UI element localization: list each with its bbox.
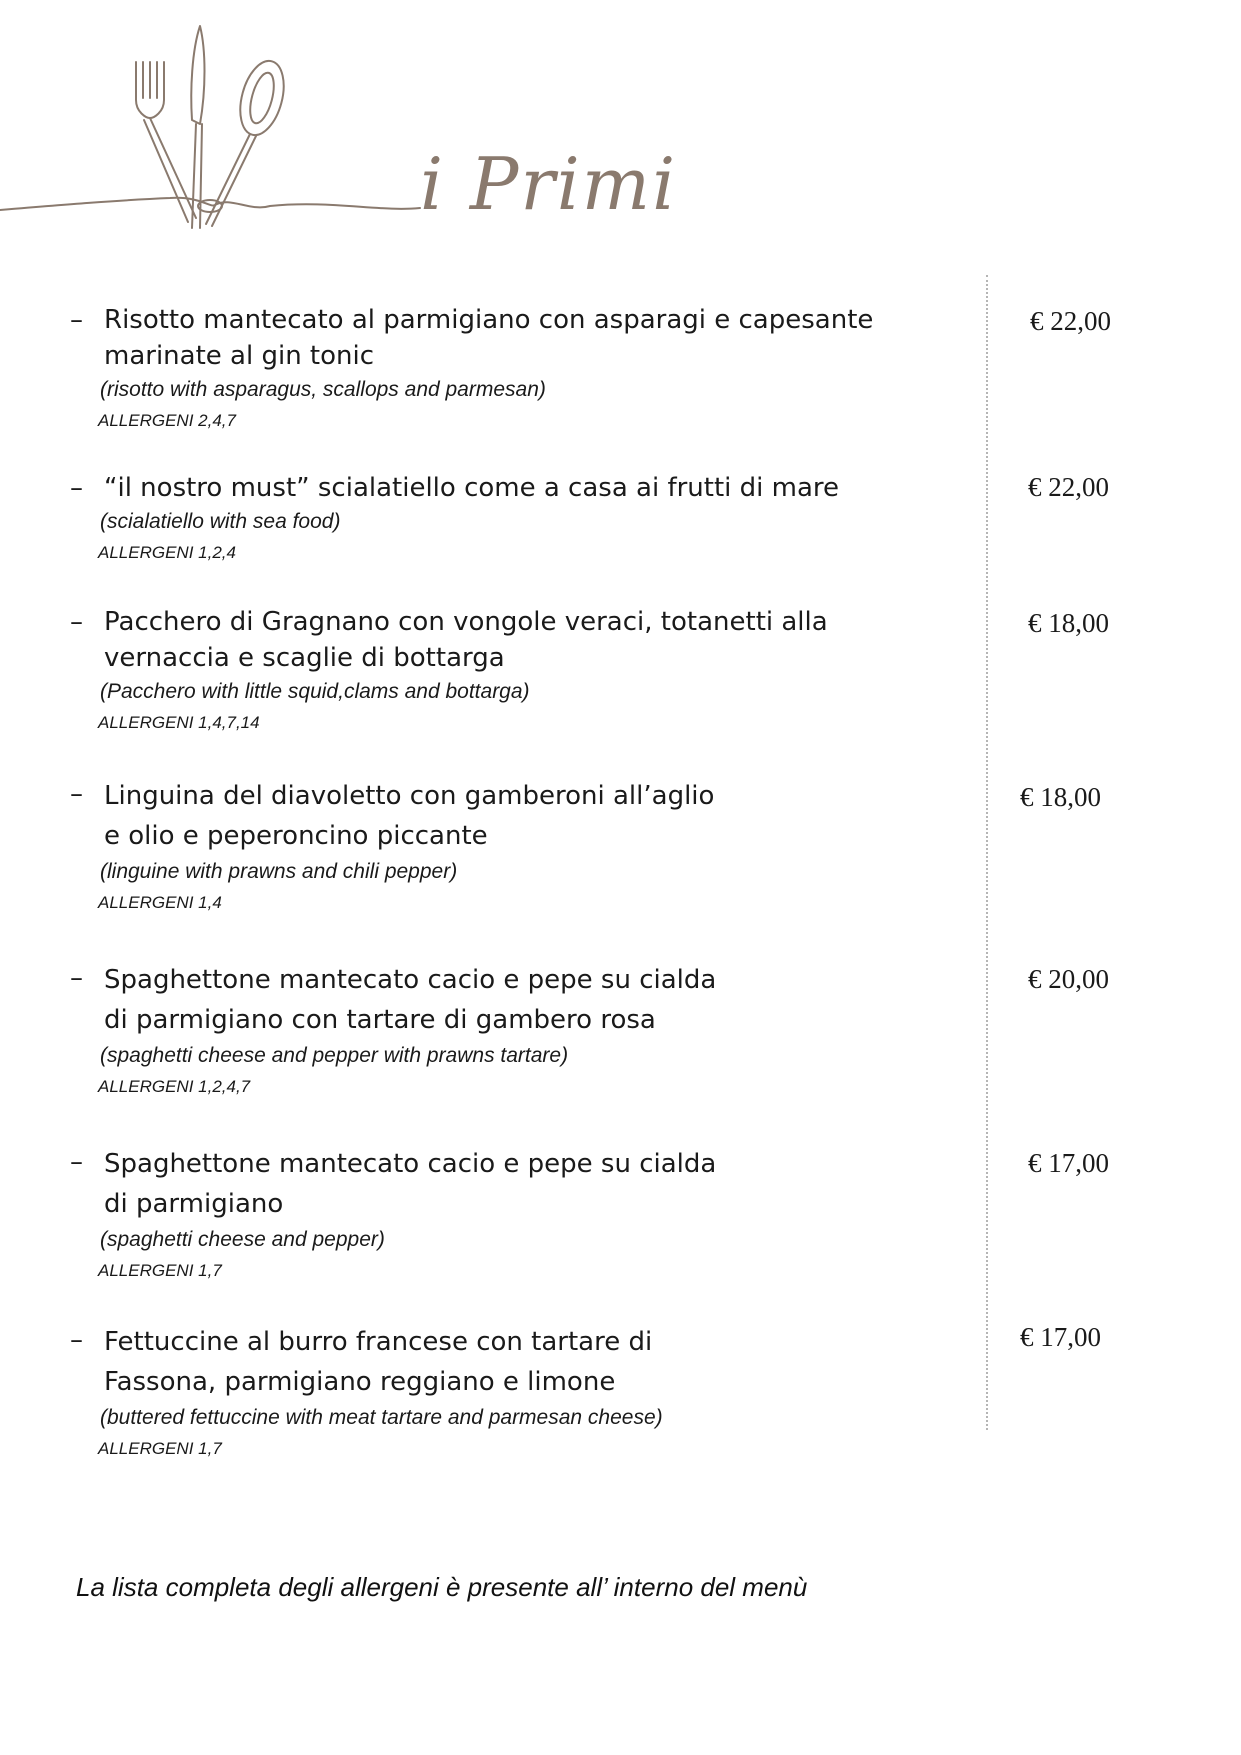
list-dash: – [70,1147,83,1177]
dish-price: € 18,00 [1028,608,1109,638]
list-dash: – [70,963,83,993]
dish-name-continued: marinate al gin tonic [104,341,375,371]
dish-price: € 20,00 [1028,964,1109,994]
dish-translation: (spaghetti cheese and pepper) [100,1228,385,1251]
dish-translation: (linguine with prawns and chili pepper) [100,860,458,883]
menu-item [70,1144,950,1286]
section-title: i Primi [420,142,678,226]
dish-price: € 22,00 [1028,472,1109,502]
dish-name: Spaghettone mantecato cacio e pepe su cialda [104,965,717,995]
list-dash: – [70,473,83,503]
dish-price: € 22,00 [1030,306,1111,336]
dish-name-continued: di parmigiano con tartare di gambero rosa [104,1005,656,1035]
dish-price: € 17,00 [1020,1322,1101,1352]
dish-translation: (risotto with asparagus, scallops and parmesan) [100,378,546,401]
dish-name-continued: Fassona, parmigiano reggiano e limone [104,1367,616,1397]
dish-name: Linguina del diavoletto con gamberoni all’aglio [104,781,715,811]
dish-price: € 17,00 [1028,1148,1109,1178]
dish-name: “il nostro must” scialatiello come a casa ai frutti di mare [104,473,840,503]
spoon-icon [206,56,291,226]
dish-name-continued: vernaccia e scaglie di bottarga [104,643,505,673]
list-dash: – [70,305,83,335]
dish-allergens: ALLERGENI 1,2,4 [98,543,236,562]
dish-name: Pacchero di Gragnano con vongole veraci, totanetti alla [104,607,828,637]
list-dash: – [70,607,83,637]
knife-icon [191,26,204,228]
dish-allergens: ALLERGENI 1,2,4,7 [98,1077,251,1096]
dish-translation: (scialatiello with sea food) [100,510,341,533]
dish-name-continued: di parmigiano [104,1189,284,1219]
menu-item [70,776,950,918]
dish-name-continued: e olio e peperoncino piccante [104,821,488,851]
column-divider [986,275,988,1430]
list-dash: – [70,779,83,809]
dish-price: € 18,00 [1020,782,1101,812]
dish-translation: (buttered fettuccine with meat tartare and parmesan cheese) [100,1406,663,1429]
dish-allergens: ALLERGENI 2,4,7 [98,411,236,430]
dish-translation: (Pacchero with little squid,clams and bottarga) [100,680,530,703]
allergen-footnote: La lista completa degli allergeni è presente all’ interno del menù [76,1572,808,1602]
dish-name: Risotto mantecato al parmigiano con asparagi e capesante [104,305,874,335]
dish-allergens: ALLERGENI 1,4,7,14 [98,713,260,732]
menu-item [70,470,950,568]
menu-item [70,960,950,1102]
dish-name: Spaghettone mantecato cacio e pepe su cialda [104,1149,717,1179]
dish-allergens: ALLERGENI 1,7 [98,1439,222,1458]
dish-translation: (spaghetti cheese and pepper with prawns tartare) [100,1044,569,1067]
dish-allergens: ALLERGENI 1,7 [98,1261,222,1280]
dish-allergens: ALLERGENI 1,4 [98,893,222,912]
menu-item [70,1322,950,1464]
menu-item [70,604,950,738]
dish-name: Fettuccine al burro francese con tartare di [104,1327,653,1357]
menu-item [70,302,950,436]
list-dash: – [70,1325,83,1355]
